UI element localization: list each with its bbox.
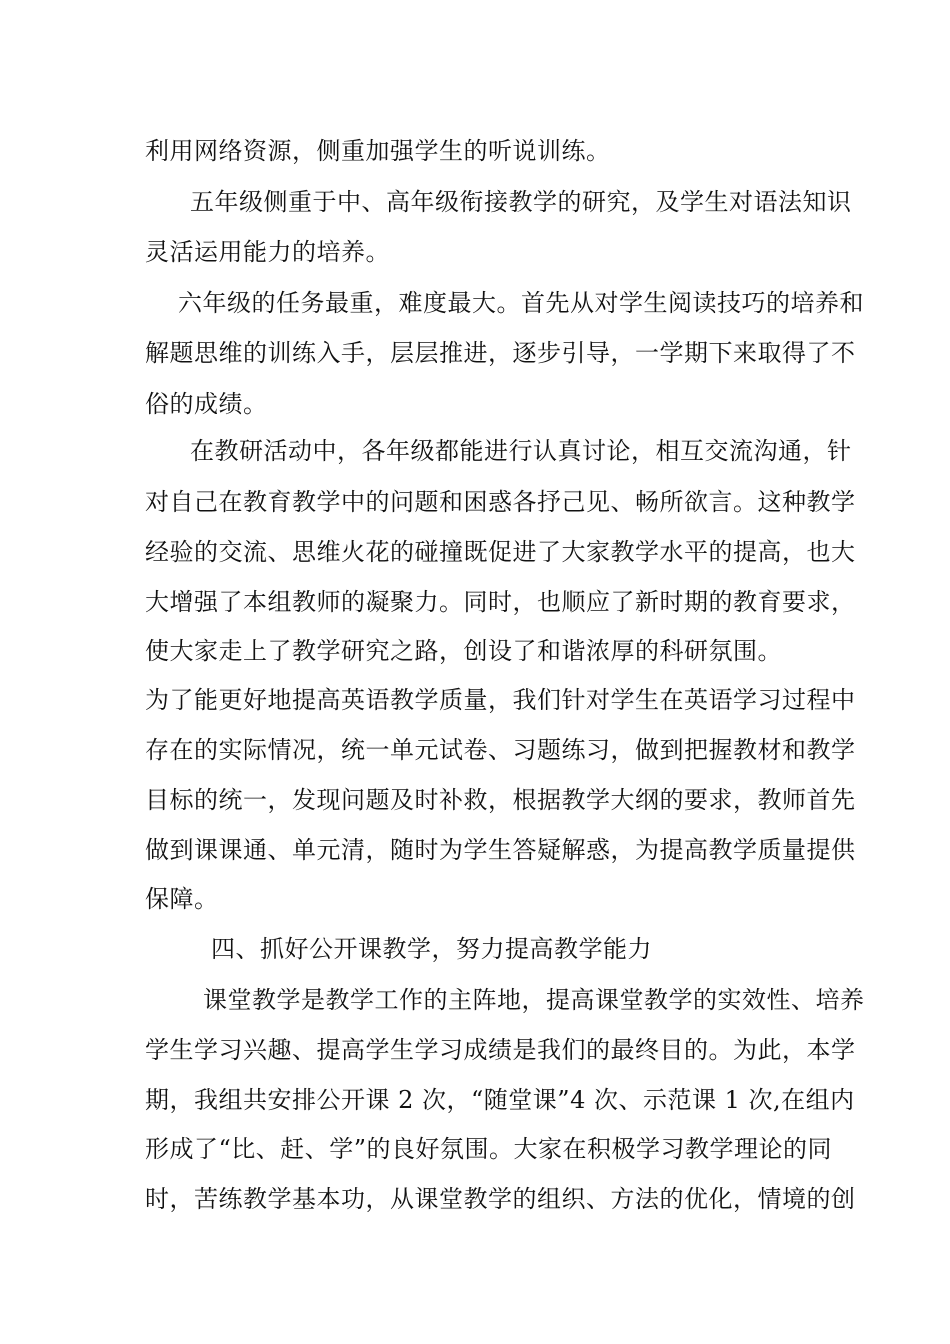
text-line: 期，我组共安排公开课 2 次，“随堂课”4 次、示范课 1 次,在组内 xyxy=(145,1086,855,1114)
text-line: 解题思维的训练入手，层层推进，逐步引导，一学期下来取得了不 xyxy=(145,339,856,367)
text-line: 五年级侧重于中、高年级衔接教学的研究，及学生对语法知识 xyxy=(190,188,852,216)
text-line: 俗的成绩。 xyxy=(145,390,268,418)
text-line: 对自己在教育教学中的问题和困惑各抒己见、畅所欲言。这种教学 xyxy=(145,488,856,516)
text-line: 大增强了本组教师的凝聚力。同时，也顺应了新时期的教育要求， xyxy=(145,588,856,616)
text-line: 保障。 xyxy=(145,885,219,913)
text-line: 六年级的任务最重，难度最大。首先从对学生阅读技巧的培养和 xyxy=(178,289,864,317)
text-line: 为了能更好地提高英语教学质量，我们针对学生在英语学习过程中 xyxy=(145,686,856,714)
text-line: 目标的统一，发现问题及时补救，根据教学大纲的要求，教师首先 xyxy=(145,786,856,814)
text-line: 形成了“比、赶、学”的良好氛围。大家在积极学习教学理论的同 xyxy=(145,1135,833,1163)
text-line: 在教研活动中，各年级都能进行认真讨论，相互交流沟通，针 xyxy=(190,437,852,465)
text-line: 做到课课通、单元清，随时为学生答疑解惑，为提高教学质量提供 xyxy=(145,836,856,864)
text-line: 存在的实际情况，统一单元试卷、习题练习，做到把握教材和教学 xyxy=(145,736,856,764)
text-line: 经验的交流、思维火花的碰撞既促进了大家教学水平的提高，也大 xyxy=(145,538,856,566)
text-line: 灵活运用能力的培养。 xyxy=(145,238,390,266)
text-line: 课堂教学是教学工作的主阵地，提高课堂教学的实效性、培养 xyxy=(203,986,865,1014)
text-line: 使大家走上了教学研究之路，创设了和谐浓厚的科研氛围。 xyxy=(145,637,782,665)
section-heading: 四、抓好公开课教学，努力提高教学能力 xyxy=(211,935,652,963)
text-line: 时，苦练教学基本功，从课堂教学的组织、方法的优化，情境的创 xyxy=(145,1185,856,1213)
text-line: 学生学习兴趣、提高学生学习成绩是我们的最终目的。为此，本学 xyxy=(145,1036,856,1064)
text-line: 利用网络资源，侧重加强学生的听说训练。 xyxy=(145,137,611,165)
